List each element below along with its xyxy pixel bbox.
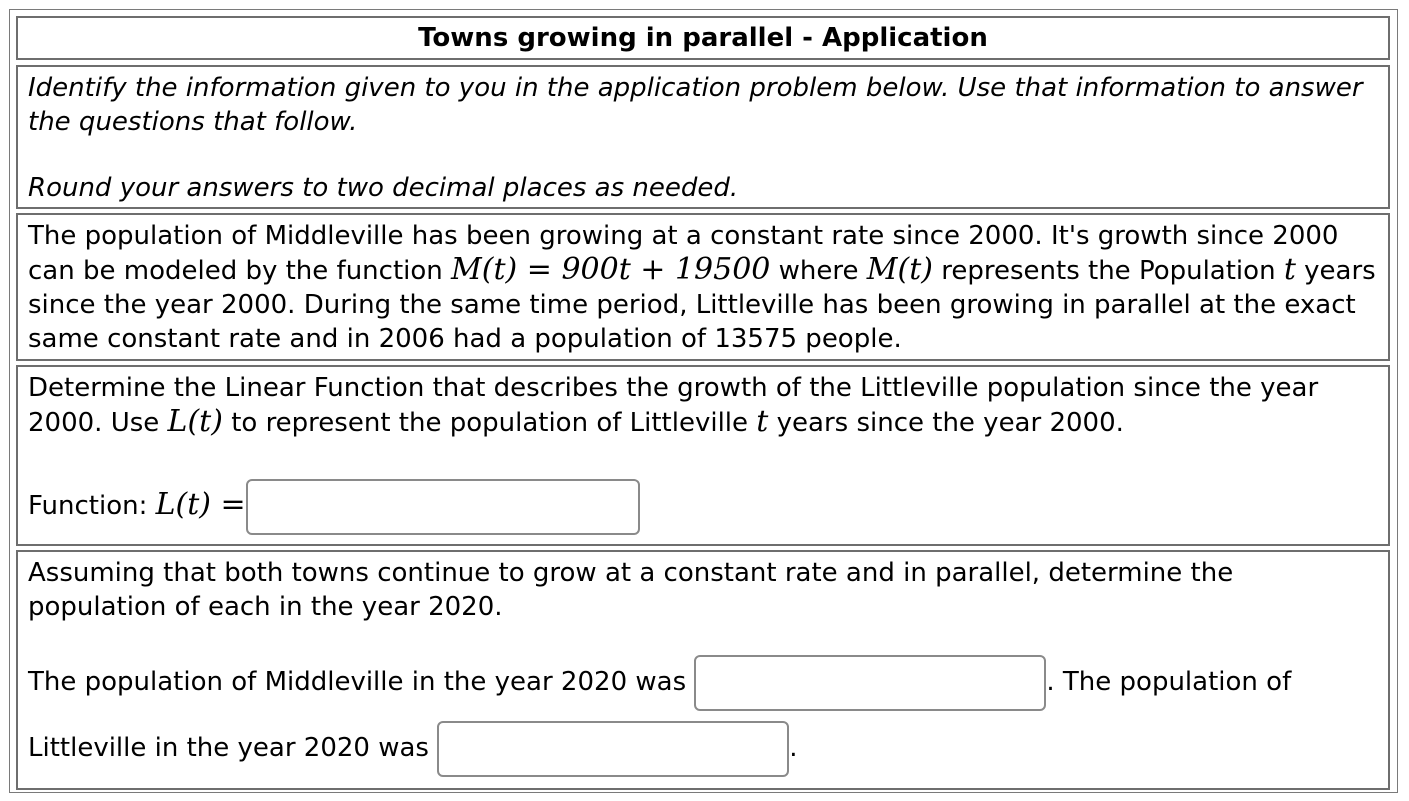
littleville-label: Littleville in the year 2020 was bbox=[28, 733, 429, 763]
problem-text-d: years since the year 2000. During the same time period, Littleville has been growing in parallel at the exact same constant rate and in 2006 had a population of 13575 people. bbox=[28, 256, 1376, 354]
function-math: L(t) bbox=[155, 487, 212, 522]
problem-cell bbox=[16, 213, 1390, 361]
middleville-label: The population of Middleville in the year 2020 was bbox=[28, 667, 687, 697]
function-label: Function: bbox=[28, 491, 156, 521]
function-row bbox=[28, 475, 640, 536]
question1-cell bbox=[16, 365, 1390, 546]
function-equals: = bbox=[211, 487, 246, 522]
problem-text-c: represents the Population bbox=[932, 256, 1284, 286]
problem-statement bbox=[28, 219, 1378, 356]
math-t-q1: t bbox=[756, 404, 769, 439]
problem-text-a: The population of Middleville has been growing at a constant rate since 2000. It's growth since 2000 can be modeled by the function bbox=[28, 221, 1339, 286]
math-t: t bbox=[1283, 252, 1296, 287]
end-period: . bbox=[789, 733, 798, 763]
middleville-row bbox=[28, 652, 1291, 712]
instructions-cell bbox=[16, 65, 1390, 209]
question2-cell bbox=[16, 550, 1390, 790]
title-cell bbox=[16, 16, 1390, 60]
math-equals: = bbox=[517, 252, 562, 287]
question1-text-b: to represent the population of Littleville bbox=[222, 408, 757, 438]
instructions-text: Identify the information given to you in the application problem below. Use that information to answer the questions that follow. bbox=[28, 73, 1363, 137]
math-m-function: M(t) bbox=[451, 252, 518, 287]
littleville-row bbox=[28, 718, 798, 778]
question1-text-a: Determine the Linear Function that describes the growth of the Littleville population since the year 2000. Use bbox=[28, 373, 1319, 438]
question1-text bbox=[28, 371, 1378, 440]
question1-text-c: years since the year 2000. bbox=[768, 408, 1124, 438]
littleville-intro: . The population of bbox=[1046, 667, 1292, 697]
middleville-population-input[interactable] bbox=[694, 655, 1046, 711]
problem-table bbox=[9, 9, 1398, 793]
question2-text: Assuming that both towns continue to grow at a constant rate and in parallel, determine the population of each in the year 2020. bbox=[28, 558, 1234, 622]
math-l: L(t) bbox=[167, 404, 223, 439]
math-m-expression: 900t + 19500 bbox=[561, 252, 771, 287]
rounding-note: Round your answers to two decimal places as needed. bbox=[28, 173, 739, 203]
littleville-population-input[interactable] bbox=[437, 721, 789, 777]
math-m: M(t) bbox=[866, 252, 933, 287]
problem-text-b: where bbox=[770, 256, 867, 286]
function-input[interactable] bbox=[246, 479, 640, 535]
page-title: Towns growing in parallel - Application bbox=[418, 23, 988, 53]
